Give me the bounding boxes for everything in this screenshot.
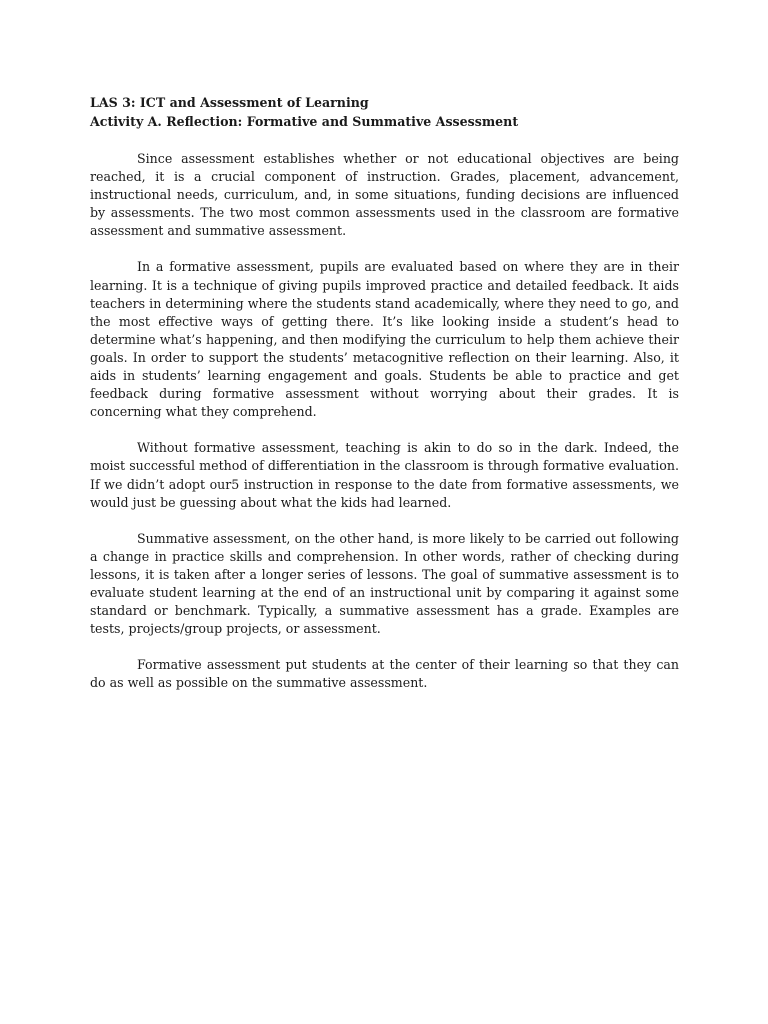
paragraph-intro: Since assessment establishes whether or not educational objectives are being reached, it is a crucial component of instruction. Grades, placement, advancement, instructional needs, curriculum, and, in some situations, funding decisions are influenced by assessments. The two most common assessments used in the classroom are formative assessment and summative assessment. — [90, 151, 679, 239]
paragraph-formative: In a formative assessment, pupils are evaluated based on where they are in their learning. It is a technique of giving pupils improved practice and detailed feedback. It aids teachers in determining where the students stand academically, where they need to go, and the most effective ways of getting there. It’s like looking inside a student’s head to determine what’s happening, and then modifying the curriculum to help them achieve their goals. In order to support the students’ metacognitive reflection on their learning. Also, it aids in students’ learning engagement and goals. Students be able to practice and get feedback during formative assessment without worrying about their grades. It is concerning what they comprehend. — [90, 259, 679, 420]
document-title: LAS 3: ICT and Assessment of Learning — [90, 95, 369, 110]
paragraph-summative: Summative assessment, on the other hand, is more likely to be carried out following a change in practice skills and comprehension. In other words, rather of checking during lessons, it is taken after a longer series of lessons. The goal of summative assessment is to evaluate student learning at the end of an instructional unit by comparing it against some standard or benchmark. Typically, a summative assessment has a grade. Examples are tests, projects/group projects, or assessment. — [90, 530, 679, 637]
document-subtitle: Activity A. Reflection: Formative and Summative Assessment — [90, 114, 519, 129]
document-body — [90, 93, 679, 710]
document-header — [90, 93, 679, 131]
paragraph-conclusion: Formative assessment put students at the center of their learning so that they can do as well as possible on the summative assessment. — [90, 657, 679, 691]
paragraph-without-formative: Without formative assessment, teaching is akin to do so in the dark. Indeed, the moist successful method of differentiation in the classroom is through formative evaluation. If we didn’t adopt our5 instruction in response to the date from formative assessments, we would just be guessing about what the kids had learned. — [90, 440, 679, 510]
